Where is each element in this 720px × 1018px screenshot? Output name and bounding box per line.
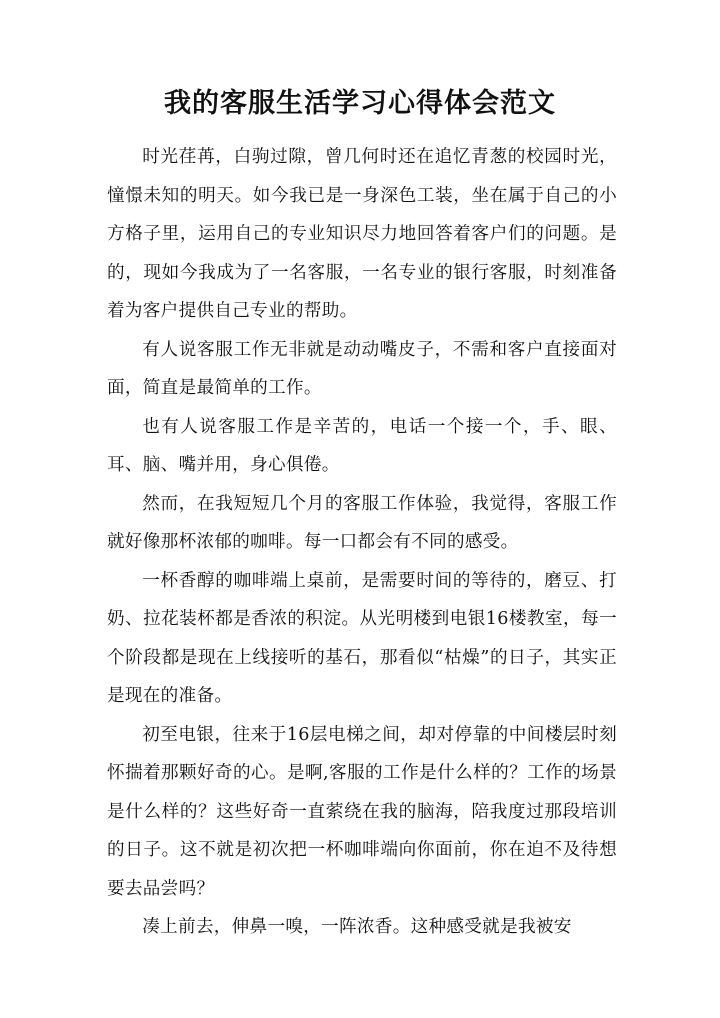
paragraph: 有人说客服工作无非就是动动嘴皮子，不需和客户直接面对面，简直是最简单的工作。	[107, 339, 617, 398]
paragraph: 一杯香醇的咖啡端上桌前，是需要时间的等待的，磨豆、打奶、拉花装杯都是香浓的积淀。从光明楼到电银16楼教室，每一个阶段都是现在上线接听的基石，那看似“枯燥”的日子，其实正是现在的准备。	[107, 570, 617, 706]
paragraph: 凑上前去，伸鼻一嗅，一阵浓香。这种感受就是我被安	[142, 917, 572, 937]
paragraph: 也有人说客服工作是辛苦的，电话一个接一个，手、眼、耳、脑、嘴并用，身心俱倦。	[107, 416, 617, 475]
paragraph: 然而，在我短短几个月的客服工作体验，我觉得，客服工作就好像那杯浓郁的咖啡。每一口都会有不同的感受。	[107, 493, 617, 552]
paragraph: 初至电银，往来于16层电梯之间，却对停靠的中间楼层时刻怀揣着那颗好奇的心。是啊,客服的工作是什么样的？工作的场景是什么样的？这些好奇一直萦绕在我的脑海，陪我度过那段培训的日子。这不就是初次把一杯咖啡端向你面前，你在迫不及待想要去品尝吗？	[107, 724, 617, 899]
document-title: 我的客服生活学习心得体会范文	[164, 88, 556, 119]
paragraph: 时光荏苒，白驹过隙，曾几何时还在追忆青葱的校园时光，憧憬未知的明天。如今我已是一身深色工装，坐在属于自己的小方格子里，运用自己的专业知识尽力地回答着客户们的问题。是的，现如今我成为了一名客服，一名专业的银行客服，时刻准备着为客户提供自己专业的帮助。	[107, 147, 617, 321]
document-body	[107, 138, 617, 947]
